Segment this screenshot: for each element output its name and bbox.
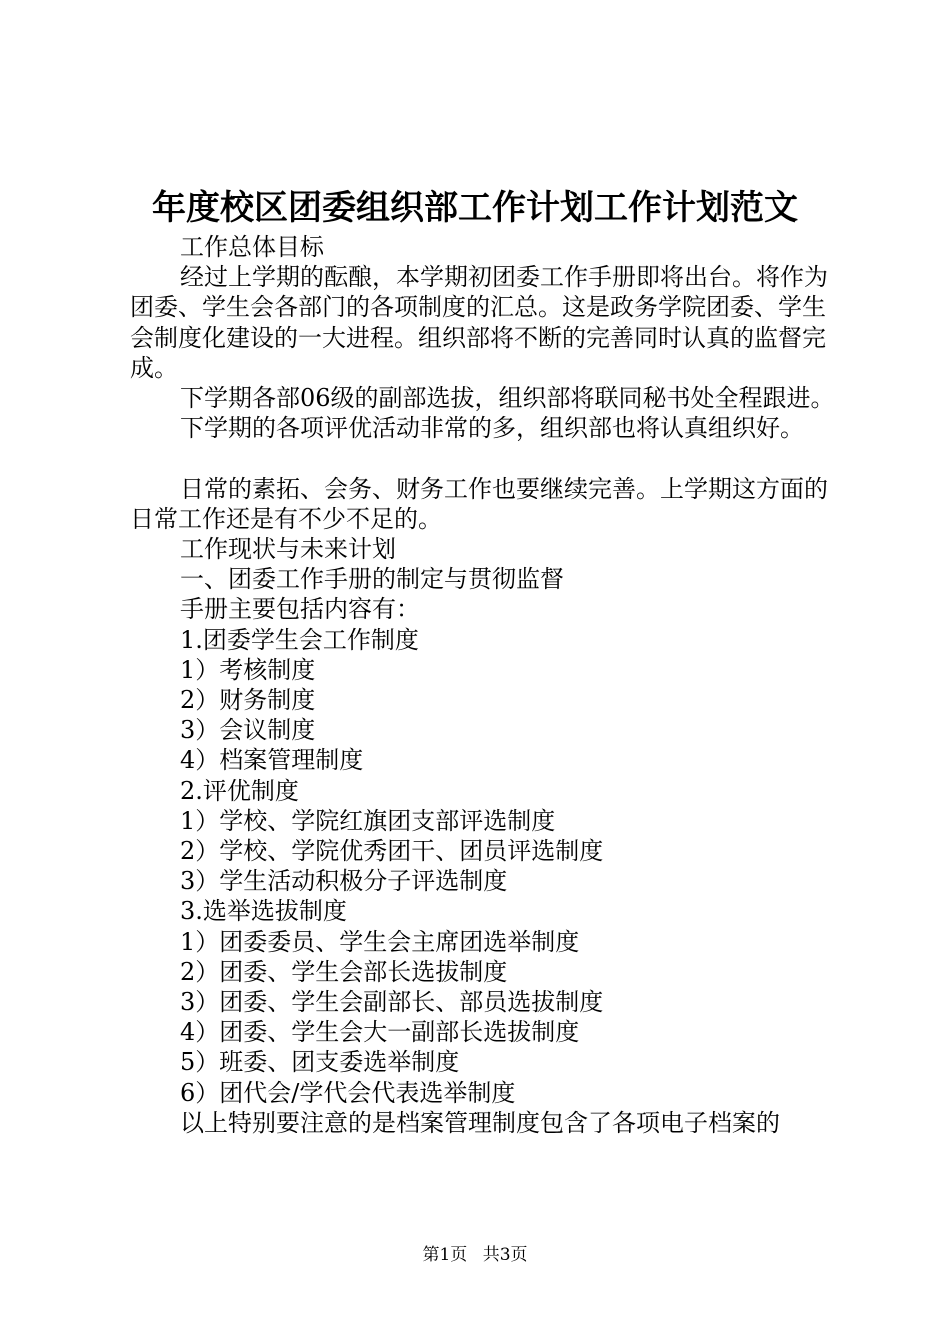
list-item: 2）学校、学院优秀团干、团员评选制度 [180,837,604,866]
blank-line [130,443,845,473]
document-title: 年度校区团委组织部工作计划工作计划范文 [152,188,798,228]
list-item: 2）财务制度 [180,686,316,715]
list-intro: 手册主要包括内容有： [180,595,420,624]
list-item: 1）团委委员、学生会主席团选举制度 [180,927,580,956]
document-body [130,232,845,1138]
list-item: 2）团委、学生会部长选拔制度 [180,957,508,986]
paragraph: 下学期的各项评优活动非常的多，组织部也将认真组织好。 [180,414,804,443]
list-heading: 1.团委学生会工作制度 [180,625,419,654]
list-item: 1）学校、学院红旗团支部评选制度 [180,806,556,835]
list-item: 4）团委、学生会大一副部长选拔制度 [180,1018,580,1047]
list-item: 4）档案管理制度 [180,746,364,775]
page-number: 第1页 [422,1245,468,1265]
paragraph: 以上特别要注意的是档案管理制度包含了各项电子档案的 [180,1108,780,1137]
page-footer [0,1243,950,1267]
list-item: 3）团委、学生会副部长、部员选拔制度 [180,988,604,1017]
list-heading: 3.选举选拔制度 [180,897,347,926]
page-total: 共3页 [482,1245,528,1265]
list-heading: 2.评优制度 [180,776,299,805]
list-item: 5）班委、团支委选举制度 [180,1048,460,1077]
paragraph: 日常的素拓、会务、财务工作也要继续完善。上学期这方面的日常工作还是有不少不足的。 [130,474,828,533]
paragraph: 经过上学期的酝酿，本学期初团委工作手册即将出台。将作为团委、学生会各部门的各项制度的汇总。这是政务学院团委、学生会制度化建设的一大进程。组织部将不断的完善同时认真的监督完成。 [130,263,828,382]
paragraph: 下学期各部06级的副部选拔，组织部将联同秘书处全程跟进。 [180,384,835,413]
list-item: 3）会议制度 [180,716,316,745]
section-heading: 一、团委工作手册的制定与贯彻监督 [180,565,564,594]
list-item: 6）团代会/学代会代表选举制度 [180,1078,516,1107]
section-heading: 工作现状与未来计划 [180,535,396,564]
list-item: 1）考核制度 [180,655,316,684]
list-item: 3）学生活动积极分子评选制度 [180,867,508,896]
section-heading: 工作总体目标 [180,233,324,261]
